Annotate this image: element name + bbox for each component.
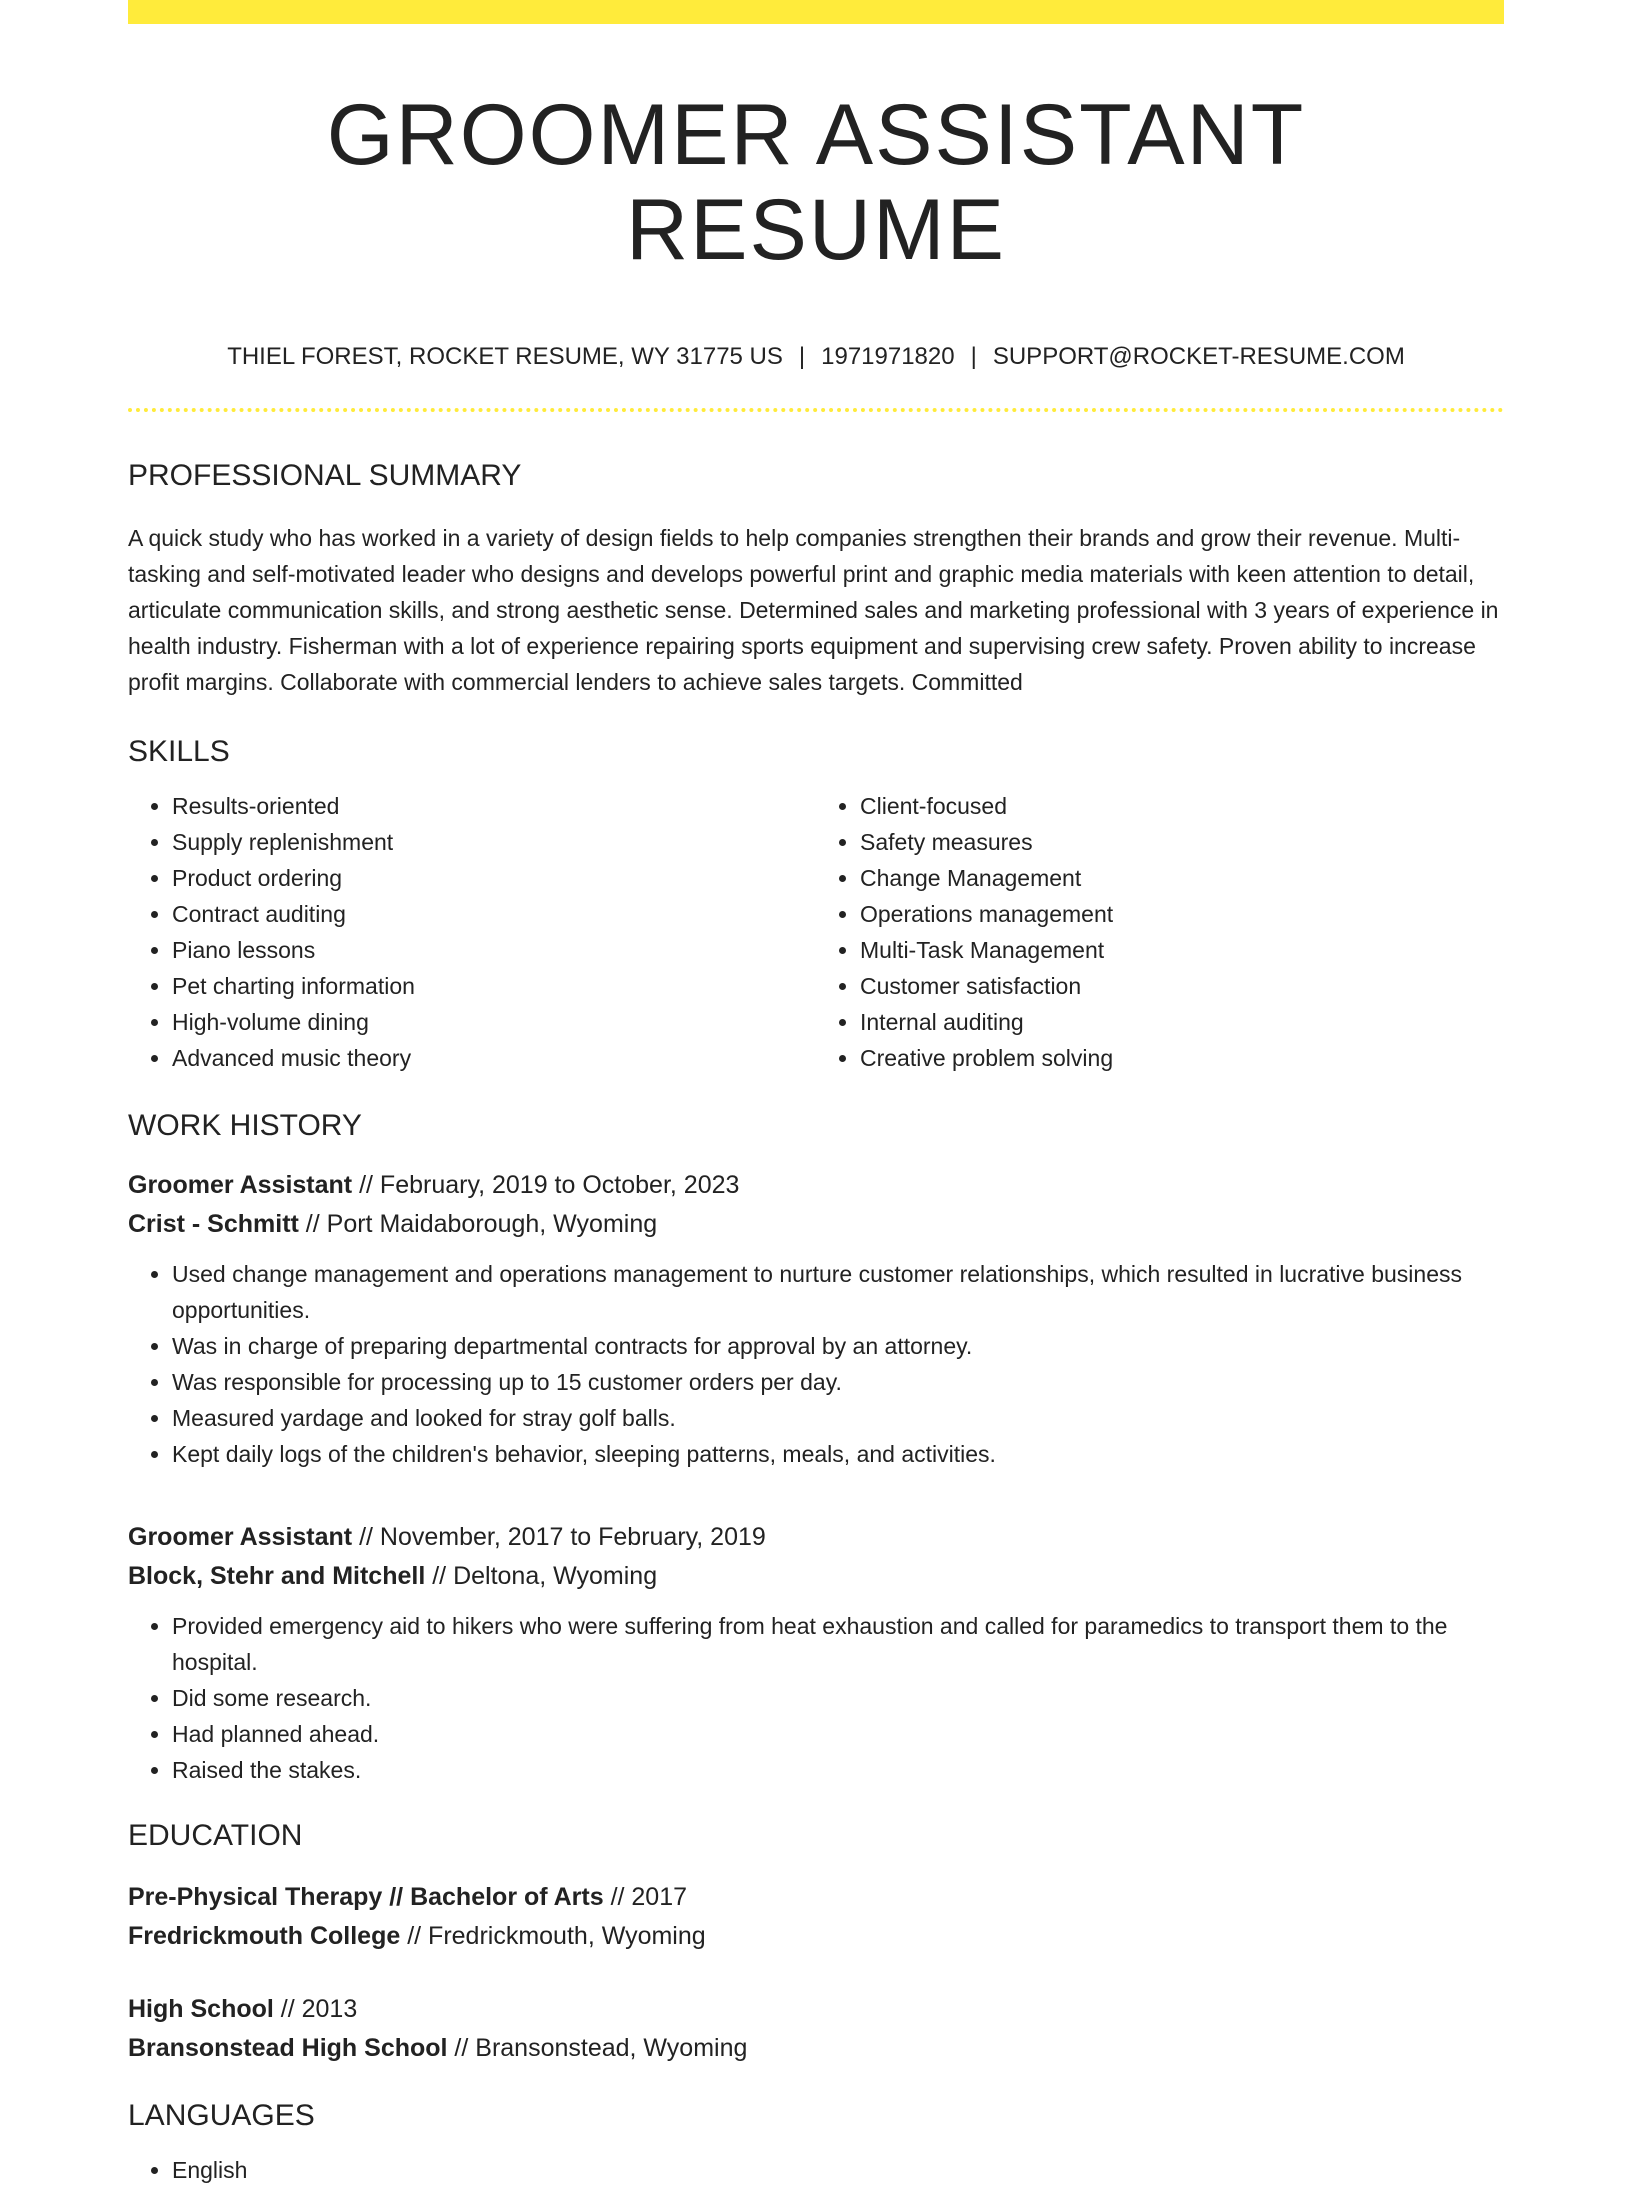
skill-item: • Creative problem solving [860, 1040, 1504, 1076]
skill-item: • Advanced music theory [172, 1040, 816, 1076]
job-location: // Port Maidaborough, Wyoming [298, 1209, 658, 1238]
skill-item: • Client-focused [860, 788, 1504, 824]
contact-email: SUPPORT@ROCKET-RESUME.COM [992, 343, 1405, 371]
skill-item: • Contract auditing [172, 896, 816, 932]
contact-line [128, 343, 1504, 372]
job-bullet: • Kept daily logs of the children's behavior, sleeping patterns, meals, and activities. [172, 1436, 1504, 1472]
job-bullet: • Did some research. [172, 1680, 1504, 1716]
education-school: Bransonstead High School [128, 2033, 448, 2062]
skill-item: • Results-oriented [172, 788, 816, 824]
job-location: // Deltona, Wyoming [425, 1561, 658, 1590]
job-dates: // February, 2019 to October, 2023 [352, 1170, 740, 1199]
summary-heading: PROFESSIONAL SUMMARY [128, 458, 522, 492]
job-bullets [128, 1608, 1504, 1788]
education-school: Fredrickmouth College [128, 1921, 401, 1950]
education-heading: EDUCATION [128, 1818, 303, 1852]
job-company-line [128, 1205, 1504, 1244]
job-bullets [128, 1256, 1504, 1472]
education-location: // Bransonstead, Wyoming [447, 2033, 748, 2062]
job-bullet: • Used change management and operations management to nurture customer relationships, which resulted in lucrative business opportunities. [172, 1256, 1504, 1328]
resume-page [128, 0, 1504, 2188]
education-year: // 2013 [273, 1994, 358, 2023]
education-year: // 2017 [603, 1882, 688, 1911]
skills-list-right [816, 788, 1504, 1076]
contact-separator: | [798, 343, 806, 371]
skill-item: • Change Management [860, 860, 1504, 896]
education-degree: Pre-Physical Therapy // Bachelor of Arts [128, 1882, 604, 1911]
job-company: Block, Stehr and Mitchell [128, 1561, 426, 1590]
job-bullet: • Raised the stakes. [172, 1752, 1504, 1788]
skill-item: • Safety measures [860, 824, 1504, 860]
skill-item: • Operations management [860, 896, 1504, 932]
contact-address: THIEL FOREST, ROCKET RESUME, WY 31775 US [227, 343, 783, 371]
job-title-line [128, 1166, 1504, 1205]
resume-title: GROOMER ASSISTANT RESUME [326, 87, 1306, 278]
skill-item: • Pet charting information [172, 968, 816, 1004]
education-entry [128, 1878, 1504, 1956]
language-item: • English [172, 2152, 1504, 2188]
skill-item: • High-volume dining [172, 1004, 816, 1040]
skill-item: • Piano lessons [172, 932, 816, 968]
languages-heading: LANGUAGES [128, 2098, 315, 2132]
job-bullet: • Measured yardage and looked for stray golf balls. [172, 1400, 1504, 1436]
education-location: // Fredrickmouth, Wyoming [400, 1921, 706, 1950]
skills-columns [128, 788, 1504, 1076]
job-bullet: • Was in charge of preparing departmental contracts for approval by an attorney. [172, 1328, 1504, 1364]
skills-list-left [128, 788, 816, 1076]
job-bullet: • Had planned ahead. [172, 1716, 1504, 1752]
education-entry [128, 1990, 1504, 2068]
skill-item: • Supply replenishment [172, 824, 816, 860]
education-degree: High School [128, 1994, 274, 2023]
skill-item: • Internal auditing [860, 1004, 1504, 1040]
job-company: Crist - Schmitt [128, 1209, 299, 1238]
contact-phone: 1971971820 [821, 343, 955, 371]
summary-text: A quick study who has worked in a variety of design fields to help companies strengthen their brands and grow their revenue. Multi-tasking and self-motivated leader who designs and develops powerful print and graphic media materials with keen attention to detail, articulate communication skills, and strong aesthetic sense. Determined sales and marketing professional with 3 years of experience in health industry. Fisherman with a lot of experience repairing sports equipment and supervising crew safety. Proven ability to increase profit margins. Collaborate with commercial lenders to achieve sales targets. Committed [128, 524, 1499, 695]
contact-separator: | [970, 343, 977, 371]
job-bullet: • Was responsible for processing up to 15 customer orders per day. [172, 1364, 1504, 1400]
job-position: Groomer Assistant [128, 1522, 353, 1551]
job-company-line [128, 1557, 1504, 1596]
top-accent-bar [128, 0, 1504, 24]
job-title-line [128, 1518, 1504, 1557]
education-degree-line [128, 1878, 1504, 1917]
job-dates: // November, 2017 to February, 2019 [352, 1522, 766, 1551]
work-history-heading: WORK HISTORY [128, 1108, 362, 1142]
job-entry [128, 1518, 1504, 1788]
education-school-line [128, 1917, 1504, 1956]
skill-item: • Product ordering [172, 860, 816, 896]
job-entry [128, 1166, 1504, 1472]
skill-item: • Multi-Task Management [860, 932, 1504, 968]
skills-heading: SKILLS [128, 734, 230, 768]
job-position: Groomer Assistant [128, 1170, 353, 1199]
education-degree-line [128, 1990, 1504, 2029]
skill-item: • Customer satisfaction [860, 968, 1504, 1004]
languages-list [128, 2152, 1504, 2188]
dotted-divider [128, 408, 1504, 412]
education-school-line [128, 2029, 1504, 2068]
job-bullet: • Provided emergency aid to hikers who were suffering from heat exhaustion and called for paramedics to transport them to the hospital. [172, 1608, 1504, 1680]
